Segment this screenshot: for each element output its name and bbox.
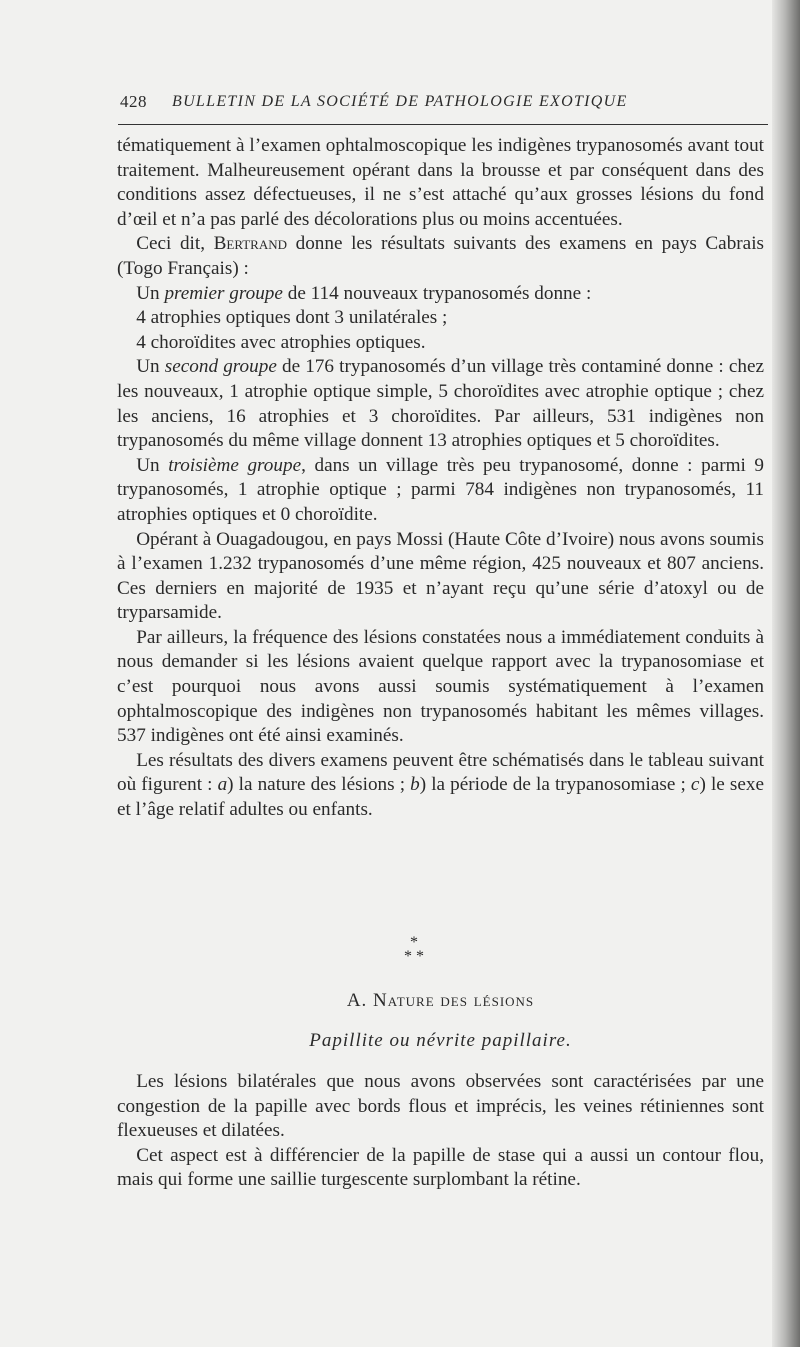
text-run: Ceci dit, [136,233,214,255]
asterism-bottom: * * [404,948,424,965]
page-number: 428 [120,92,147,111]
page-header [120,92,768,120]
asterism-top: * [410,934,418,951]
text-run: 4 atrophies optiques dont 3 unilatérales ; [136,307,448,329]
sub-heading: Papillite ou névrite papillaire. [309,1030,572,1051]
section-title: Nature des lésions [373,990,535,1011]
text-run: Un [136,356,165,378]
text-run: Opérant à Ouagadougou, en pays Mossi (Haute Côte d’Ivoire) nous avons soumis à l’examen 1.232 trypanosomés d’une même région, 425 nouveaux et 807 anciens. Ces derniers en majorité de 1935 et n’ayant reçu qu’une série d’atoxyl ou de tryparsamide. [117,528,764,624]
text-run: Un [136,282,165,304]
paragraph-continuation: tématiquement à l’examen ophtalmoscopique les indigènes trypanosomés avant tout traitement. Malheureusement opérant dans la brousse et par conséquent dans des conditions assez défectueuses, il ne s’est attaché qu’aux grosses lésions du fond d’œil et n’a pas parlé des décolorations plus ou moins accentuées. [117,135,764,230]
text-run: Par ailleurs, la fréquence des lésions constatées nous a immédiatement conduits à nous demander si les lésions avaient quelque rapport avec la trypanosomiase et c’est pourquoi nous avons aussi soumis systématiquement à l’examen ophtalmoscopique des indigènes non trypanosomés habitant les mêmes villages. 537 indigènes ont été ainsi examinés. [117,626,764,747]
enum-letter: b [410,774,420,796]
list-line [117,331,764,356]
section-letter: A. [346,990,368,1011]
text-run: ) la nature des lésions ; [227,774,411,796]
italic-term: second groupe [164,356,277,378]
body-text [117,134,764,823]
paragraph-bertrand-results [117,232,764,281]
text-run: Un [136,454,169,476]
paragraph-frequency [117,626,764,749]
page-edge-shadow [772,0,800,1347]
paragraph-lesions [117,1070,764,1144]
running-title: BULLETIN DE LA SOCIÉTÉ DE PATHOLOGIE EXOTIQUE [172,93,628,110]
text-run: ) la période de la trypanosomiase ; [419,774,691,796]
paragraph-second-group [117,355,764,453]
text-run: donne les résultats suivants des examens en pays Cabrais (Togo Français) : [117,233,764,279]
paragraph-third-group [117,454,764,528]
author-name: Bertrand [213,233,287,255]
text-run: , dans un village très peu trypanosomé, donne : parmi 9 trypanosomés, 1 atrophie optique ; parmi 784 indigènes non trypanosomés, 11 atrophies optiques et 0 choroïdite. [117,454,764,525]
paragraph-stase [117,1144,764,1193]
paragraph-ouagadougou [117,528,764,626]
text-run: Les lésions bilatérales que nous avons observées sont caractérisées par une congestion de la papille avec bords flous et imprécis, les veines rétiniennes sont flexueuses et dilatées. [117,1071,764,1142]
header-rule [118,124,768,125]
text-run: ) le sexe et l’âge relatif adultes ou enfants. [117,774,764,821]
paragraph-results-table [117,749,764,823]
section-text [117,1070,764,1193]
italic-term: premier groupe [164,282,283,304]
text-run: de 114 nouveaux trypanosomés donne : [282,282,592,304]
asterism-separator [398,936,430,976]
section-heading [117,990,764,1012]
enum-letter: c [690,774,700,796]
paragraph-first-group [117,282,764,307]
text-run: 4 choroïdites avec atrophies optiques. [136,331,426,353]
list-line [117,306,764,331]
text-run: de 176 trypanosomés d’un village très contaminé donne : chez les nouveaux, 1 atrophie optique simple, 5 choroïdites avec atrophie optique ; chez les anciens, 16 atrophies et 3 choroïdites. Par ailleurs, 531 indigènes non trypanosomés du même village donnent 13 atrophies optiques et 5 choroïdites. [117,356,764,452]
text-run: Les résultats des divers examens peuvent être schématisés dans le tableau suivant où figurent : [117,749,764,796]
enum-letter: a [217,774,228,796]
text-run: Cet aspect est à différencier de la papille de stase qui a aussi un contour flou, mais qui forme une saillie turgescente surplombant la rétine. [117,1144,764,1191]
italic-term: troisième groupe [168,454,302,476]
